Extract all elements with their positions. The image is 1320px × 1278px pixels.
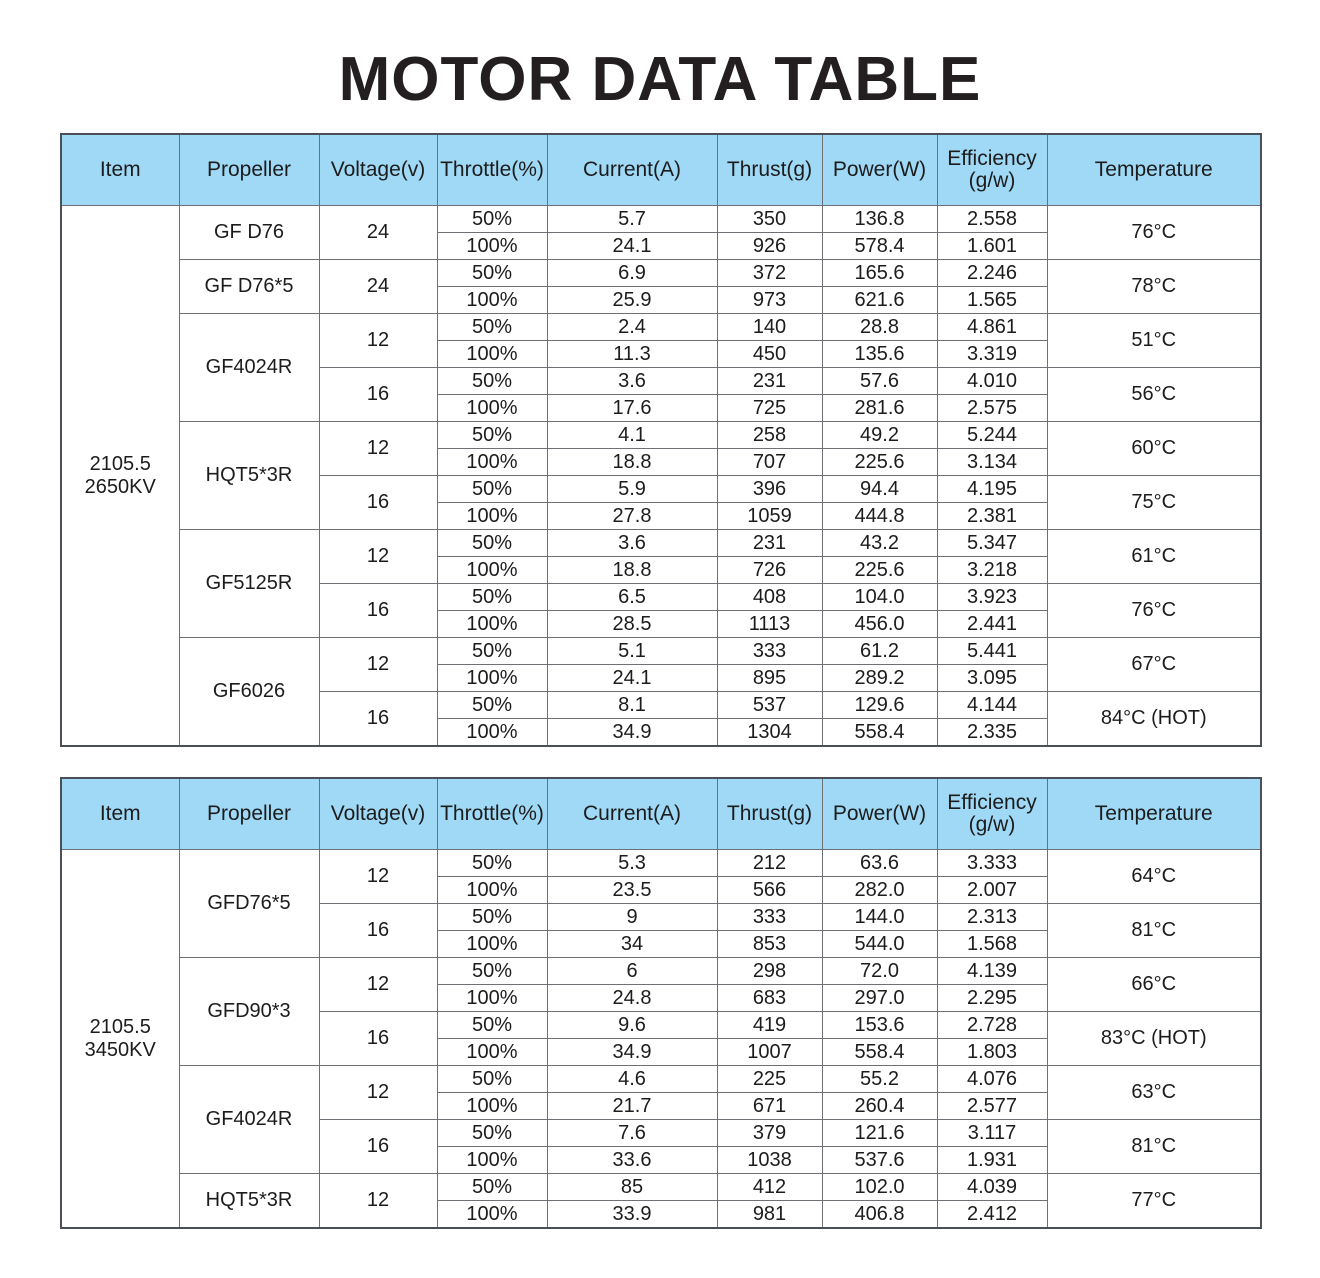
throttle-cell: 100%	[437, 449, 547, 476]
throttle-cell: 100%	[437, 931, 547, 958]
current-cell: 24.1	[547, 233, 717, 260]
column-header-propeller: Propeller	[179, 134, 319, 206]
current-cell: 27.8	[547, 503, 717, 530]
voltage-cell: 12	[319, 1174, 437, 1229]
throttle-cell: 50%	[437, 530, 547, 557]
current-cell: 5.1	[547, 638, 717, 665]
efficiency-cell: 3.095	[937, 665, 1047, 692]
efficiency-cell: 4.010	[937, 368, 1047, 395]
thrust-cell: 350	[717, 206, 822, 233]
page-title: MOTOR DATA TABLE	[338, 45, 982, 114]
current-cell: 24.8	[547, 985, 717, 1012]
power-cell: 135.6	[822, 341, 937, 368]
throttle-cell: 50%	[437, 638, 547, 665]
efficiency-cell: 2.381	[937, 503, 1047, 530]
throttle-cell: 50%	[437, 1174, 547, 1201]
efficiency-cell: 3.134	[937, 449, 1047, 476]
propeller-cell: GF6026	[179, 638, 319, 747]
efficiency-cell: 4.195	[937, 476, 1047, 503]
efficiency-cell: 3.923	[937, 584, 1047, 611]
current-cell: 23.5	[547, 877, 717, 904]
column-header-current: Current(A)	[547, 778, 717, 850]
efficiency-cell: 2.335	[937, 719, 1047, 747]
temperature-cell: 60°C	[1047, 422, 1261, 476]
voltage-cell: 12	[319, 850, 437, 904]
current-cell: 6	[547, 958, 717, 985]
temperature-cell: 66°C	[1047, 958, 1261, 1012]
header-row	[61, 778, 1261, 850]
thrust-cell: 671	[717, 1093, 822, 1120]
table-2-body	[61, 850, 1261, 1229]
temperature-cell: 67°C	[1047, 638, 1261, 692]
current-cell: 5.9	[547, 476, 717, 503]
thrust-cell: 1007	[717, 1039, 822, 1066]
current-cell: 33.6	[547, 1147, 717, 1174]
power-cell: 63.6	[822, 850, 937, 877]
throttle-cell: 100%	[437, 611, 547, 638]
motor-table-1	[60, 133, 1262, 747]
power-cell: 136.8	[822, 206, 937, 233]
current-cell: 24.1	[547, 665, 717, 692]
throttle-cell: 50%	[437, 692, 547, 719]
current-cell: 5.3	[547, 850, 717, 877]
current-cell: 18.8	[547, 557, 717, 584]
efficiency-cell: 2.313	[937, 904, 1047, 931]
power-cell: 129.6	[822, 692, 937, 719]
efficiency-cell: 4.861	[937, 314, 1047, 341]
power-cell: 537.6	[822, 1147, 937, 1174]
current-cell: 8.1	[547, 692, 717, 719]
column-header-item: Item	[61, 134, 179, 206]
power-cell: 225.6	[822, 557, 937, 584]
power-cell: 281.6	[822, 395, 937, 422]
power-cell: 43.2	[822, 530, 937, 557]
efficiency-unit: (g/w)	[968, 169, 1016, 192]
propeller-cell: GFD90*3	[179, 958, 319, 1066]
throttle-cell: 100%	[437, 665, 547, 692]
current-cell: 3.6	[547, 530, 717, 557]
throttle-cell: 100%	[437, 287, 547, 314]
efficiency-cell: 3.333	[937, 850, 1047, 877]
current-cell: 85	[547, 1174, 717, 1201]
propeller-cell: GF4024R	[179, 1066, 319, 1174]
throttle-cell: 100%	[437, 1147, 547, 1174]
efficiency-cell: 4.144	[937, 692, 1047, 719]
current-cell: 34.9	[547, 719, 717, 747]
power-cell: 94.4	[822, 476, 937, 503]
voltage-cell: 12	[319, 422, 437, 476]
throttle-cell: 50%	[437, 850, 547, 877]
item-cell	[61, 206, 179, 747]
column-header-throttle: Throttle(%)	[437, 134, 547, 206]
throttle-cell: 100%	[437, 1039, 547, 1066]
throttle-cell: 100%	[437, 877, 547, 904]
throttle-cell: 100%	[437, 395, 547, 422]
column-header-voltage: Voltage(v)	[319, 134, 437, 206]
power-cell: 444.8	[822, 503, 937, 530]
thrust-cell: 140	[717, 314, 822, 341]
throttle-cell: 50%	[437, 584, 547, 611]
throttle-cell: 100%	[437, 985, 547, 1012]
efficiency-cell: 2.246	[937, 260, 1047, 287]
item-line-2: 2650KV	[84, 475, 156, 498]
propeller-cell: GFD76*5	[179, 850, 319, 958]
thrust-cell: 231	[717, 530, 822, 557]
temperature-cell: 81°C	[1047, 1120, 1261, 1174]
item-line-1: 2105.5	[89, 452, 151, 475]
throttle-cell: 50%	[437, 476, 547, 503]
table-1-body	[61, 206, 1261, 747]
temperature-cell: 83°C (HOT)	[1047, 1012, 1261, 1066]
power-cell: 544.0	[822, 931, 937, 958]
item-line-1: 2105.5	[89, 1015, 151, 1038]
temperature-cell: 63°C	[1047, 1066, 1261, 1120]
power-cell: 61.2	[822, 638, 937, 665]
column-header-current: Current(A)	[547, 134, 717, 206]
current-cell: 6.5	[547, 584, 717, 611]
current-cell: 9.6	[547, 1012, 717, 1039]
current-cell: 17.6	[547, 395, 717, 422]
table-row	[61, 530, 1261, 557]
temperature-cell: 64°C	[1047, 850, 1261, 904]
column-header-efficiency	[937, 778, 1047, 850]
current-cell: 21.7	[547, 1093, 717, 1120]
power-cell: 225.6	[822, 449, 937, 476]
efficiency-cell: 2.007	[937, 877, 1047, 904]
voltage-cell: 16	[319, 904, 437, 958]
throttle-cell: 100%	[437, 233, 547, 260]
voltage-cell: 16	[319, 368, 437, 422]
power-cell: 55.2	[822, 1066, 937, 1093]
temperature-cell: 77°C	[1047, 1174, 1261, 1229]
thrust-cell: 372	[717, 260, 822, 287]
power-cell: 282.0	[822, 877, 937, 904]
efficiency-cell: 1.931	[937, 1147, 1047, 1174]
throttle-cell: 100%	[437, 341, 547, 368]
voltage-cell: 12	[319, 314, 437, 368]
column-header-power: Power(W)	[822, 134, 937, 206]
propeller-cell: HQT5*3R	[179, 422, 319, 530]
thrust-cell: 926	[717, 233, 822, 260]
temperature-cell: 61°C	[1047, 530, 1261, 584]
table-2-header	[61, 778, 1261, 850]
table-row	[61, 260, 1261, 287]
voltage-cell: 16	[319, 692, 437, 747]
voltage-cell: 16	[319, 1012, 437, 1066]
thrust-cell: 1038	[717, 1147, 822, 1174]
thrust-cell: 1059	[717, 503, 822, 530]
table-row	[61, 422, 1261, 449]
motor-table-2	[60, 777, 1262, 1229]
current-cell: 25.9	[547, 287, 717, 314]
power-cell: 144.0	[822, 904, 937, 931]
thrust-cell: 333	[717, 638, 822, 665]
temperature-cell: 78°C	[1047, 260, 1261, 314]
temperature-cell: 51°C	[1047, 314, 1261, 368]
current-cell: 9	[547, 904, 717, 931]
header-row	[61, 134, 1261, 206]
thrust-cell: 412	[717, 1174, 822, 1201]
propeller-cell: GF4024R	[179, 314, 319, 422]
thrust-cell: 419	[717, 1012, 822, 1039]
current-cell: 4.1	[547, 422, 717, 449]
throttle-cell: 50%	[437, 1120, 547, 1147]
thrust-cell: 408	[717, 584, 822, 611]
motor-table-1-wrapper	[60, 133, 1260, 747]
efficiency-unit: (g/w)	[968, 813, 1016, 836]
table-row	[61, 958, 1261, 985]
thrust-cell: 231	[717, 368, 822, 395]
temperature-cell: 84°C (HOT)	[1047, 692, 1261, 747]
efficiency-cell: 1.601	[937, 233, 1047, 260]
table-row	[61, 1066, 1261, 1093]
efficiency-cell: 2.412	[937, 1201, 1047, 1229]
power-cell: 289.2	[822, 665, 937, 692]
temperature-cell: 76°C	[1047, 584, 1261, 638]
thrust-cell: 225	[717, 1066, 822, 1093]
current-cell: 3.6	[547, 368, 717, 395]
thrust-cell: 379	[717, 1120, 822, 1147]
throttle-cell: 100%	[437, 557, 547, 584]
efficiency-cell: 4.039	[937, 1174, 1047, 1201]
power-cell: 28.8	[822, 314, 937, 341]
throttle-cell: 50%	[437, 1066, 547, 1093]
power-cell: 558.4	[822, 1039, 937, 1066]
efficiency-cell: 3.319	[937, 341, 1047, 368]
propeller-cell: GF5125R	[179, 530, 319, 638]
current-cell: 34.9	[547, 1039, 717, 1066]
efficiency-cell: 5.244	[937, 422, 1047, 449]
column-header-efficiency	[937, 134, 1047, 206]
current-cell: 7.6	[547, 1120, 717, 1147]
item-cell	[61, 850, 179, 1229]
power-cell: 72.0	[822, 958, 937, 985]
temperature-cell: 75°C	[1047, 476, 1261, 530]
throttle-cell: 50%	[437, 1012, 547, 1039]
current-cell: 4.6	[547, 1066, 717, 1093]
thrust-cell: 212	[717, 850, 822, 877]
efficiency-cell: 3.218	[937, 557, 1047, 584]
current-cell: 18.8	[547, 449, 717, 476]
efficiency-label: Efficiency	[947, 146, 1037, 170]
power-cell: 621.6	[822, 287, 937, 314]
voltage-cell: 24	[319, 260, 437, 314]
thrust-cell: 1304	[717, 719, 822, 747]
voltage-cell: 16	[319, 584, 437, 638]
power-cell: 578.4	[822, 233, 937, 260]
throttle-cell: 100%	[437, 1093, 547, 1120]
power-cell: 297.0	[822, 985, 937, 1012]
throttle-cell: 50%	[437, 904, 547, 931]
efficiency-cell: 3.117	[937, 1120, 1047, 1147]
power-cell: 456.0	[822, 611, 937, 638]
efficiency-cell: 2.295	[937, 985, 1047, 1012]
column-header-item: Item	[61, 778, 179, 850]
power-cell: 57.6	[822, 368, 937, 395]
voltage-cell: 16	[319, 1120, 437, 1174]
efficiency-cell: 4.076	[937, 1066, 1047, 1093]
thrust-cell: 726	[717, 557, 822, 584]
thrust-cell: 537	[717, 692, 822, 719]
efficiency-cell: 2.577	[937, 1093, 1047, 1120]
table-row	[61, 1174, 1261, 1201]
item-line-2: 3450KV	[84, 1038, 156, 1061]
table-1-header	[61, 134, 1261, 206]
thrust-cell: 333	[717, 904, 822, 931]
propeller-cell: HQT5*3R	[179, 1174, 319, 1229]
power-cell: 406.8	[822, 1201, 937, 1229]
efficiency-cell: 2.558	[937, 206, 1047, 233]
column-header-throttle: Throttle(%)	[437, 778, 547, 850]
thrust-cell: 895	[717, 665, 822, 692]
column-header-propeller: Propeller	[179, 778, 319, 850]
efficiency-cell: 2.441	[937, 611, 1047, 638]
current-cell: 33.9	[547, 1201, 717, 1229]
thrust-cell: 566	[717, 877, 822, 904]
efficiency-cell: 5.441	[937, 638, 1047, 665]
propeller-cell: GF D76*5	[179, 260, 319, 314]
column-header-temperature: Temperature	[1047, 134, 1261, 206]
column-header-thrust: Thrust(g)	[717, 134, 822, 206]
column-header-power: Power(W)	[822, 778, 937, 850]
throttle-cell: 100%	[437, 719, 547, 747]
power-cell: 49.2	[822, 422, 937, 449]
thrust-cell: 683	[717, 985, 822, 1012]
thrust-cell: 707	[717, 449, 822, 476]
current-cell: 6.9	[547, 260, 717, 287]
voltage-cell: 12	[319, 1066, 437, 1120]
voltage-cell: 16	[319, 476, 437, 530]
temperature-cell: 56°C	[1047, 368, 1261, 422]
current-cell: 5.7	[547, 206, 717, 233]
efficiency-cell: 5.347	[937, 530, 1047, 557]
column-header-voltage: Voltage(v)	[319, 778, 437, 850]
throttle-cell: 50%	[437, 958, 547, 985]
thrust-cell: 1113	[717, 611, 822, 638]
throttle-cell: 50%	[437, 422, 547, 449]
throttle-cell: 50%	[437, 368, 547, 395]
thrust-cell: 258	[717, 422, 822, 449]
thrust-cell: 853	[717, 931, 822, 958]
throttle-cell: 50%	[437, 314, 547, 341]
power-cell: 104.0	[822, 584, 937, 611]
current-cell: 11.3	[547, 341, 717, 368]
current-cell: 34	[547, 931, 717, 958]
current-cell: 2.4	[547, 314, 717, 341]
column-header-thrust: Thrust(g)	[717, 778, 822, 850]
efficiency-cell: 1.803	[937, 1039, 1047, 1066]
throttle-cell: 100%	[437, 1201, 547, 1229]
power-cell: 165.6	[822, 260, 937, 287]
voltage-cell: 12	[319, 530, 437, 584]
thrust-cell: 725	[717, 395, 822, 422]
power-cell: 153.6	[822, 1012, 937, 1039]
thrust-cell: 396	[717, 476, 822, 503]
efficiency-label: Efficiency	[947, 790, 1037, 814]
thrust-cell: 298	[717, 958, 822, 985]
power-cell: 102.0	[822, 1174, 937, 1201]
table-row	[61, 638, 1261, 665]
column-header-temperature: Temperature	[1047, 778, 1261, 850]
efficiency-cell: 2.728	[937, 1012, 1047, 1039]
motor-table-2-wrapper	[60, 777, 1260, 1229]
thrust-cell: 981	[717, 1201, 822, 1229]
power-cell: 121.6	[822, 1120, 937, 1147]
thrust-cell: 973	[717, 287, 822, 314]
power-cell: 260.4	[822, 1093, 937, 1120]
table-row	[61, 850, 1261, 877]
efficiency-cell: 4.139	[937, 958, 1047, 985]
power-cell: 558.4	[822, 719, 937, 747]
throttle-cell: 50%	[437, 206, 547, 233]
efficiency-cell: 1.565	[937, 287, 1047, 314]
thrust-cell: 450	[717, 341, 822, 368]
table-row	[61, 206, 1261, 233]
throttle-cell: 100%	[437, 503, 547, 530]
propeller-cell: GF D76	[179, 206, 319, 260]
current-cell: 28.5	[547, 611, 717, 638]
temperature-cell: 81°C	[1047, 904, 1261, 958]
voltage-cell: 24	[319, 206, 437, 260]
efficiency-cell: 1.568	[937, 931, 1047, 958]
temperature-cell: 76°C	[1047, 206, 1261, 260]
voltage-cell: 12	[319, 638, 437, 692]
throttle-cell: 50%	[437, 260, 547, 287]
voltage-cell: 12	[319, 958, 437, 1012]
table-row	[61, 314, 1261, 341]
efficiency-cell: 2.575	[937, 395, 1047, 422]
